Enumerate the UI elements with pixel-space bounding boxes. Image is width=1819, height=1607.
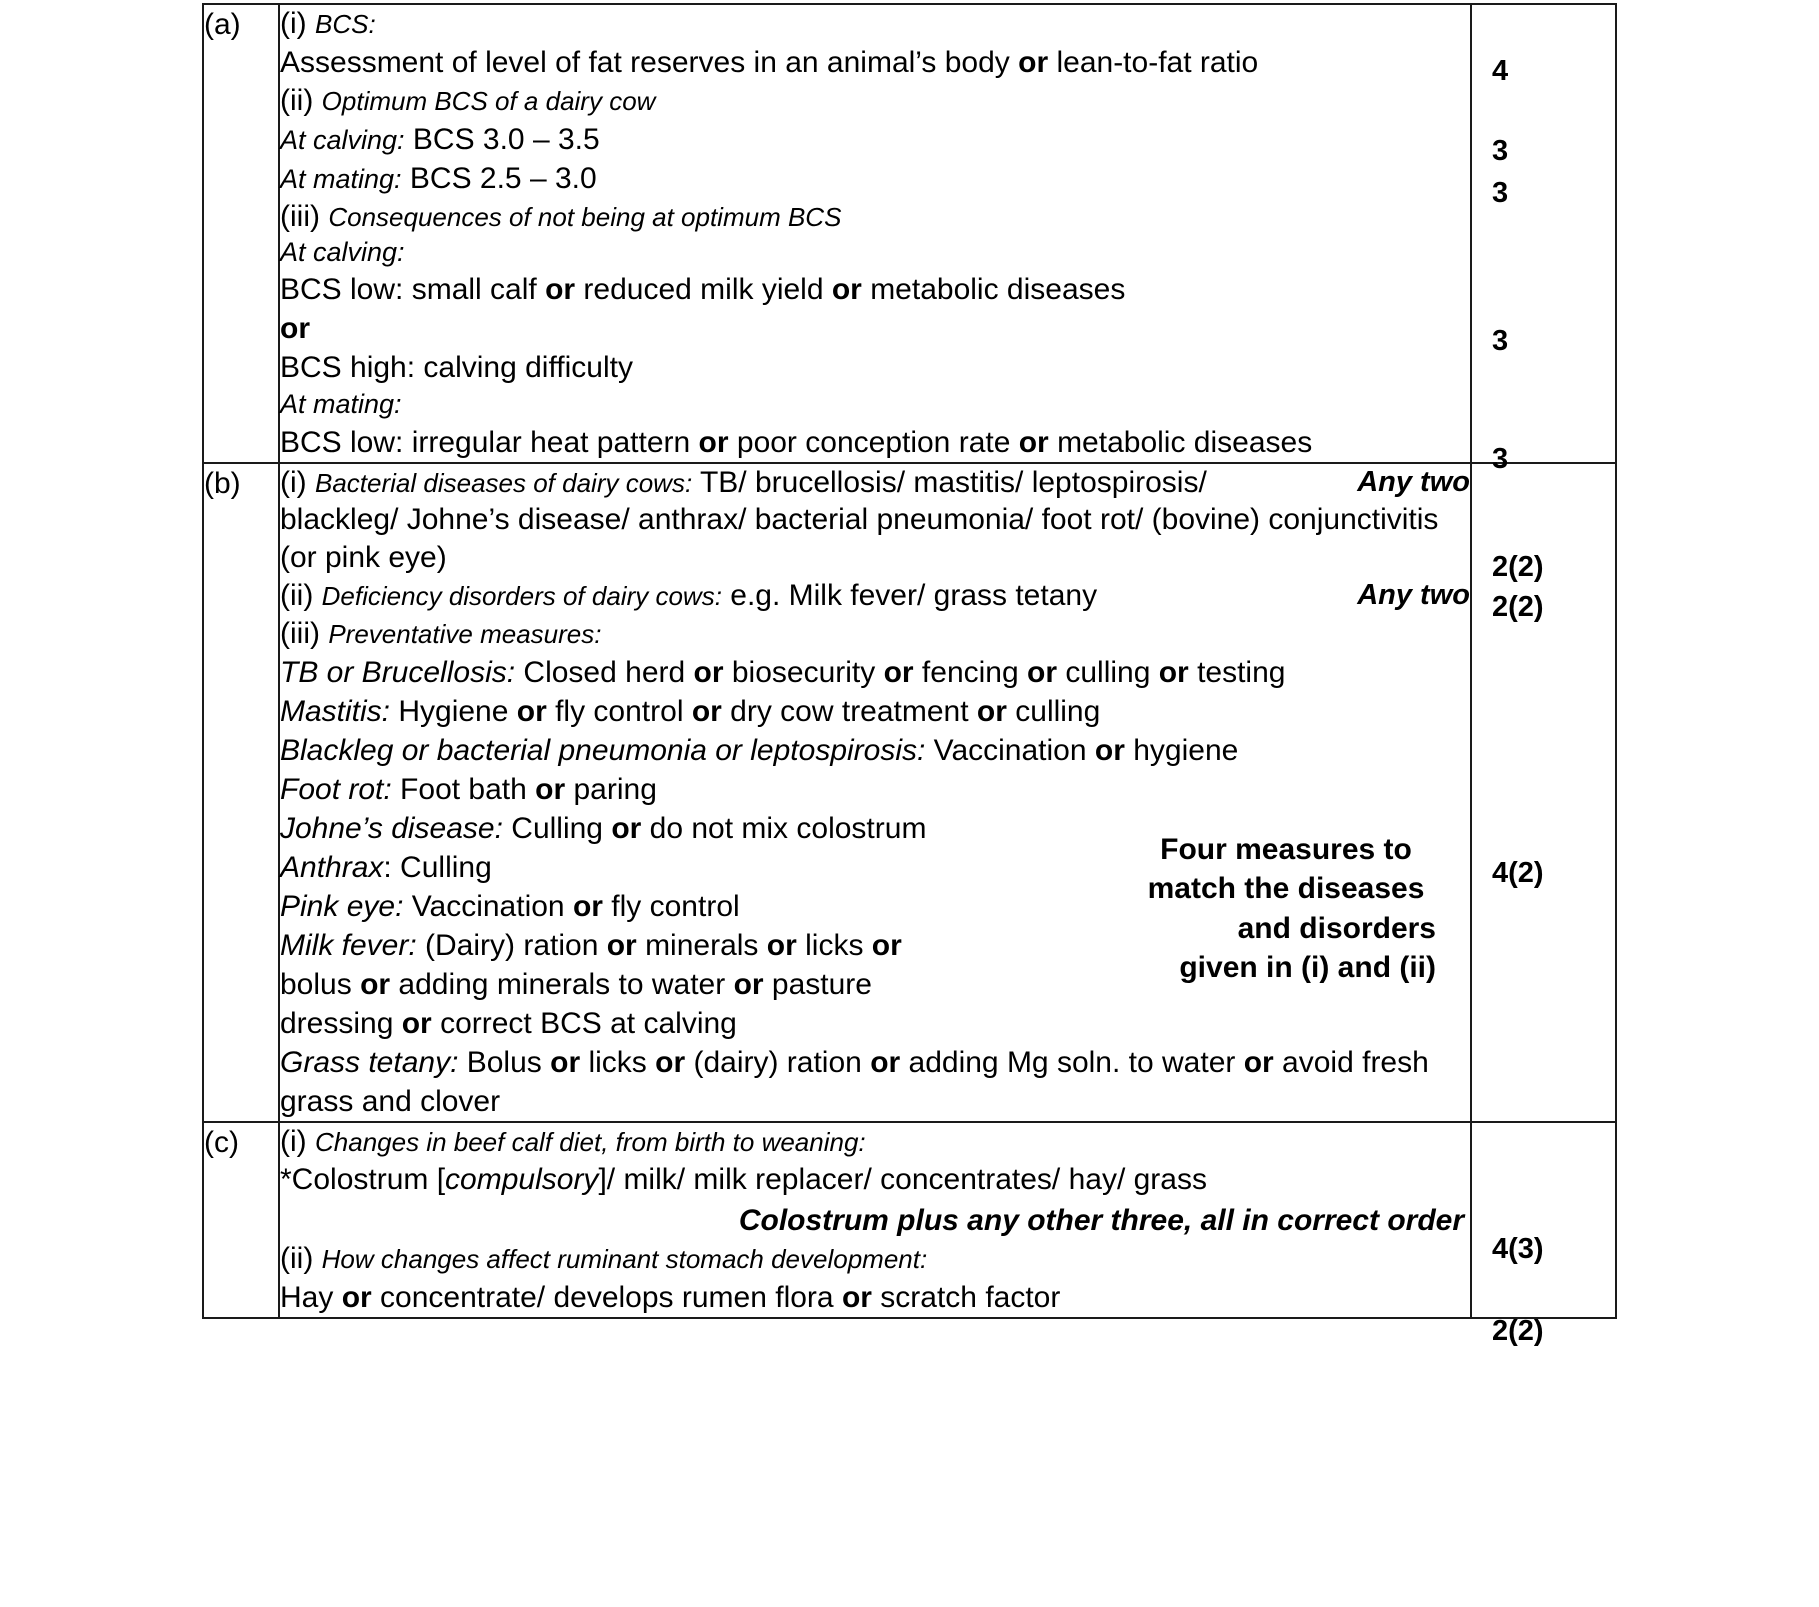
text-a-assessment-1: Assessment of level of fat reserves in an animal’s body — [280, 45, 1019, 79]
label-b-footrot: Foot rot: — [280, 772, 392, 806]
line-a-at-mating-heading: At mating: — [280, 389, 402, 420]
text-b-milk-2: minerals — [636, 928, 767, 962]
text-b-grass-or1: or — [550, 1045, 581, 1079]
text-a-bcslow-1: BCS low: small calf — [280, 273, 546, 307]
italic-a-i: BCS: — [315, 9, 376, 39]
table-row-part-b — [203, 463, 1616, 1122]
part-label-a: (a) — [203, 4, 279, 463]
text-b-tb-4: culling — [1057, 655, 1159, 689]
text-c-col-italic: compulsory — [445, 1163, 599, 1197]
line-b-mastitis — [280, 692, 1470, 731]
text-a-bcslowm-2: poor conception rate — [728, 425, 1019, 459]
text-b-johne-1: Culling — [502, 811, 612, 845]
text-a-bcslowm-1: BCS low: irregular heat pattern — [280, 425, 699, 459]
text-c-hay-2: concentrate/ develops rumen flora — [371, 1281, 842, 1315]
table-row-part-a — [203, 4, 1616, 463]
text-b-mast-or3: or — [976, 694, 1007, 728]
text-b-black-1: Vaccination — [925, 733, 1095, 767]
table-row-part-c — [203, 1122, 1616, 1319]
text-b-grass-or4: or — [1243, 1045, 1274, 1079]
text-b-tb-or3: or — [1027, 655, 1058, 689]
line-b-tb — [280, 653, 1440, 692]
text-b-grass-2: licks — [580, 1045, 656, 1079]
line-a-at-calving-heading: At calving: — [280, 237, 405, 268]
note-colostrum-order: Colostrum plus any other three, all in correct order — [738, 1204, 1464, 1238]
text-b-dress-1: dressing — [280, 1006, 402, 1040]
item-a-iii — [280, 198, 1470, 236]
mark-a-1: 4 — [1492, 55, 1509, 87]
line-a-at-mating-bcs — [280, 159, 1470, 198]
text-b-i: TB/ brucellosis/ mastitis/ leptospirosis/ blackleg/ Johne’s disease/ anthrax/ bacterial pneumonia/ foot rot/ (bovine) conjunctivitis (or pink eye) — [280, 465, 1439, 575]
text-b-milk-3: licks — [796, 928, 872, 962]
label-b-blackleg: Blackleg or bacterial pneumonia or leptospirosis: — [280, 733, 926, 767]
mark-b-1: 2(2) — [1492, 550, 1544, 583]
text-b-tb-5: testing — [1188, 655, 1286, 689]
italic-b-ii: Deficiency disorders of dairy cows: — [321, 580, 722, 611]
text-b-dress-2: correct BCS at calving — [431, 1006, 737, 1040]
italic-b-i: Bacterial diseases of dairy cows: — [315, 467, 693, 498]
text-b-mast-2: fly control — [546, 694, 692, 728]
text-c-hay-3: scratch factor — [871, 1281, 1061, 1315]
note-b-ii-any-two: Any two — [1357, 578, 1470, 611]
text-a-or-1: or — [545, 273, 576, 307]
roman-a-iii: (iii) — [280, 199, 320, 233]
roman-a-ii: (ii) — [280, 83, 314, 117]
text-b-anthrax-1: : Culling — [383, 850, 492, 884]
marks-cell-b — [1471, 463, 1616, 1122]
line-c-hay — [280, 1278, 1470, 1317]
marking-scheme-table — [202, 3, 1617, 1347]
text-b-mast-1: Hygiene — [390, 694, 517, 728]
value-a-at-calving: BCS 3.0 – 3.5 — [404, 122, 600, 156]
note-b-i-any-two: Any two — [1357, 465, 1470, 498]
mark-c-1: 4(3) — [1492, 1232, 1544, 1265]
text-b-johne-or1: or — [611, 811, 642, 845]
mark-a-4: 3 — [1492, 325, 1509, 357]
italic-c-ii: How changes affect ruminant stomach development: — [321, 1244, 928, 1275]
text-a-bcslow-3: metabolic diseases — [861, 273, 1126, 307]
text-b-tb-3: fencing — [913, 655, 1028, 689]
answer-content-c — [279, 1122, 1471, 1319]
italic-a-ii: Optimum BCS of a dairy cow — [321, 85, 656, 116]
text-b-ii: e.g. Milk fever/ grass tetany — [721, 578, 1098, 612]
note-line-3: and disorders — [1237, 911, 1436, 945]
text-b-tb-or1: or — [693, 655, 724, 689]
text-a-or-2: or — [831, 273, 862, 307]
label-b-grasstetany: Grass tetany: — [280, 1045, 459, 1079]
text-c-col-2: ]/ milk/ milk replacer/ concentrates/ hay/ grass — [598, 1163, 1207, 1197]
roman-c-ii: (ii) — [280, 1242, 314, 1276]
marks-cell-c — [1471, 1122, 1616, 1347]
line-a-bcs-low-calving — [280, 270, 1470, 309]
text-b-tb-1: Closed herd — [515, 655, 694, 689]
text-b-foot-1: Foot bath — [391, 772, 536, 806]
text-a-bcslow-2: reduced milk yield — [575, 273, 832, 307]
text-b-grass-or3: or — [870, 1045, 901, 1079]
italic-b-iii: Preventative measures: — [328, 618, 602, 649]
text-a-orm-2: or — [1018, 425, 1049, 459]
text-b-grass-1: Bolus — [458, 1045, 551, 1079]
text-b-foot-2: paring — [565, 772, 657, 806]
line-a-at-calving-bcs — [280, 120, 1470, 159]
label-b-anthrax: Anthrax — [280, 850, 384, 884]
text-c-col-1: *Colostrum [ — [280, 1163, 446, 1197]
note-four-measures — [1136, 830, 1436, 988]
text-b-bolus-1: bolus — [280, 967, 361, 1001]
label-a-at-mating: At mating: — [280, 163, 402, 194]
text-b-mast-4: culling — [1006, 694, 1101, 728]
text-c-hay-or2: or — [841, 1281, 872, 1315]
line-b-grasstetany — [280, 1043, 1470, 1121]
text-b-pink-1: Vaccination — [403, 889, 573, 923]
text-b-pink-2: fly control — [602, 889, 740, 923]
text-b-black-or1: or — [1094, 733, 1125, 767]
part-label-b: (b) — [203, 463, 279, 1122]
mark-a-5: 3 — [1492, 443, 1509, 475]
roman-b-i: (i) — [280, 465, 307, 499]
line-b-footrot — [280, 770, 1470, 809]
mark-a-2: 3 — [1492, 135, 1509, 167]
mark-b-2: 2(2) — [1492, 590, 1544, 623]
text-b-grass-3: (dairy) ration — [685, 1045, 871, 1079]
roman-c-i: (i) — [280, 1124, 307, 1158]
italic-a-iii: Consequences of not being at optimum BCS — [328, 201, 842, 232]
text-c-hay-or1: or — [341, 1281, 372, 1315]
text-a-bcslowm-3: metabolic diseases — [1048, 425, 1313, 459]
text-b-tb-2: biosecurity — [723, 655, 884, 689]
item-c-i — [280, 1123, 1470, 1161]
part-label-c: (c) — [203, 1122, 279, 1319]
text-b-mast-or2: or — [691, 694, 722, 728]
item-b-iii — [280, 615, 1470, 653]
line-a-bcs-low-mating — [280, 423, 1470, 462]
line-b-blackleg — [280, 731, 1470, 770]
text-a-assessment-2: lean-to-fat ratio — [1048, 45, 1259, 79]
line-a-or: or — [280, 312, 310, 346]
answer-content-b — [279, 463, 1471, 1122]
value-a-at-mating: BCS 2.5 – 3.0 — [401, 161, 597, 195]
text-a-orm-1: or — [698, 425, 729, 459]
text-c-hay-1: Hay — [280, 1281, 342, 1315]
item-a-ii — [280, 82, 1470, 120]
text-b-bolus-or1: or — [360, 967, 391, 1001]
answer-content-a — [279, 4, 1471, 463]
item-a-i — [280, 5, 1470, 43]
label-b-johnes: Johne’s disease: — [280, 811, 503, 845]
text-b-tb-or2: or — [883, 655, 914, 689]
text-b-pink-or1: or — [572, 889, 603, 923]
mark-a-3: 3 — [1492, 177, 1509, 209]
marks-cell-a — [1471, 4, 1616, 475]
text-b-johne-2: do not mix colostrum — [641, 811, 927, 845]
text-b-foot-or1: or — [535, 772, 566, 806]
note-line-1: Four measures to — [1160, 832, 1412, 866]
text-b-milk-or1: or — [606, 928, 637, 962]
text-b-bolus-3: pasture — [763, 967, 872, 1001]
label-b-pinkeye: Pink eye: — [280, 889, 404, 923]
roman-a-i: (i) — [280, 7, 307, 40]
text-b-milk-or2: or — [766, 928, 797, 962]
roman-b-iii: (iii) — [280, 616, 320, 650]
item-c-ii — [280, 1240, 1470, 1278]
roman-b-ii: (ii) — [280, 578, 314, 612]
text-b-grass-5: avoid fresh grass and clover — [280, 1045, 1429, 1118]
line-a-assessment — [280, 43, 1470, 82]
text-b-bolus-or2: or — [733, 967, 764, 1001]
text-b-mast-3: dry cow treatment — [721, 694, 977, 728]
note-line-2: match the diseases — [1147, 872, 1425, 906]
text-a-assessment-or: or — [1018, 45, 1049, 79]
text-b-black-2: hygiene — [1124, 733, 1239, 767]
item-b-ii — [280, 577, 1470, 615]
line-b-dressing — [280, 1004, 1470, 1043]
text-b-milk-1: (Dairy) ration — [416, 928, 607, 962]
text-b-grass-4: adding Mg soln. to water — [900, 1045, 1244, 1079]
line-a-bcs-high: BCS high: calving difficulty — [280, 351, 633, 385]
text-b-grass-or2: or — [655, 1045, 686, 1079]
text-b-mast-or1: or — [516, 694, 547, 728]
mark-c-2: 2(2) — [1492, 1314, 1544, 1347]
label-b-tb: TB or Brucellosis: — [280, 655, 516, 689]
item-b-i — [280, 464, 1470, 577]
text-b-milk-or3: or — [871, 928, 902, 962]
text-b-bolus-2: adding minerals to water — [390, 967, 734, 1001]
line-c-colostrum — [280, 1160, 1470, 1199]
label-b-mastitis: Mastitis: — [280, 694, 391, 728]
italic-c-i: Changes in beef calf diet, from birth to weaning: — [315, 1126, 866, 1157]
text-b-tb-or4: or — [1158, 655, 1189, 689]
label-a-at-calving: At calving: — [280, 124, 405, 155]
note-line-4: given in (i) and (ii) — [1179, 951, 1436, 985]
mark-b-3: 4(2) — [1492, 856, 1544, 889]
text-b-dress-or1: or — [401, 1006, 432, 1040]
label-b-milkfever: Milk fever: — [280, 928, 417, 962]
